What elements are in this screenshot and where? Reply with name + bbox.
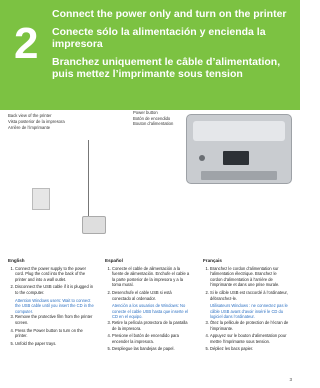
back-view-label-en: Back view of the printer bbox=[8, 113, 52, 118]
english-column bbox=[8, 258, 94, 348]
list-item: 1. Branchez le cordon d’alimentation sur l’alimentation électrique. Branchez le cordon d’alimentation à l’arrière de l’imprimante et dans une prise murale. bbox=[210, 266, 289, 288]
title-english: Connect the power only and turn on the printer bbox=[52, 8, 287, 20]
back-view-labels bbox=[8, 113, 65, 131]
printer-image bbox=[186, 114, 292, 184]
spanish-windows-note: Atención a los usuarios de Windows: No conecte el cable USB hasta que inserte el CD en el equipo. bbox=[112, 303, 189, 320]
title-spanish: Conecte sólo la alimentación y encienda la impresora bbox=[52, 25, 266, 50]
english-heading: English bbox=[8, 258, 25, 263]
page-number: 3 bbox=[289, 377, 292, 382]
french-column bbox=[203, 258, 289, 354]
list-item: 5. Despliegue las bandejas de papel. bbox=[112, 346, 191, 352]
power-label-en: Power button bbox=[133, 110, 158, 115]
power-cord-image bbox=[88, 140, 89, 220]
list-item: 3. Ôtez la pellicule de protection de l’écran de l’imprimante. bbox=[210, 320, 289, 331]
list-item: 3. Remove the protective film from the printer screen. bbox=[15, 314, 94, 325]
list-item: 4. Press the Power button to turn on the printer. bbox=[15, 328, 94, 339]
header-banner bbox=[0, 0, 300, 110]
french-windows-note: Utilisateurs Windows : ne connectez pas le câble USB avant d’avoir inséré le CD du logiciel dans l’ordinateur. bbox=[210, 303, 288, 320]
printer-lid bbox=[193, 121, 285, 141]
french-steps bbox=[203, 266, 289, 352]
title-french: Branchez uniquement le câble d’alimentation, puis mettez l’imprimante sous tension bbox=[52, 55, 281, 80]
list-item: 4. Presione el botón de encendido para encender la impresora. bbox=[112, 333, 191, 344]
power-label-fr: Bouton d’alimentation bbox=[133, 121, 174, 126]
list-item: 2. Desenchufe el cable USB si está conectado al ordenador. bbox=[112, 290, 191, 301]
list-item: 5. Unfold the paper trays. bbox=[15, 341, 94, 347]
list-item: 1. Conecte el cable de alimentación a la fuente de alimentación. Enchufe el cable a la parte posterior de la impresora y a la toma mural. bbox=[112, 266, 191, 288]
power-button-image bbox=[199, 155, 205, 161]
english-steps bbox=[8, 266, 94, 347]
printer-illustration bbox=[0, 110, 300, 258]
printer-display bbox=[223, 151, 249, 165]
spanish-heading: Español bbox=[105, 258, 123, 263]
printer-tray bbox=[201, 171, 277, 180]
list-item: 2. Disconnect the USB cable if it is plugged in to the computer. bbox=[15, 284, 94, 295]
list-item: 2. Si le câble USB est raccordé à l’ordinateur, débranchez-le. bbox=[210, 290, 289, 301]
printer-back-image bbox=[82, 216, 106, 234]
power-label-es: Botón de encendido bbox=[133, 115, 171, 121]
list-item: 1. Connect the power supply to the power cord. Plug the cord into the back of the printer and into a wall outlet. bbox=[15, 266, 94, 283]
power-button-labels bbox=[133, 110, 173, 127]
spanish-column bbox=[105, 258, 191, 354]
wall-outlet-image bbox=[32, 188, 50, 210]
list-item: 5. Dépliez les bacs papier. bbox=[210, 346, 289, 352]
list-item: 4. Appuyez sur le bouton d’alimentation pour mettre l’imprimante sous tension. bbox=[210, 333, 289, 344]
french-heading: Français bbox=[203, 258, 222, 263]
spanish-steps bbox=[105, 266, 191, 352]
step-titles bbox=[52, 8, 294, 86]
back-view-label-es: Vista posterior de la impresora bbox=[8, 119, 65, 124]
step-number: 2 bbox=[14, 19, 39, 68]
back-view-label-fr: Arrière de l’imprimante bbox=[8, 125, 51, 130]
english-windows-note: Attention Windows users: Wait to connect the USB cable until you insert the CD in the computer. bbox=[15, 297, 94, 314]
list-item: 3. Retire la película protectora de la pantalla de la impresora. bbox=[112, 320, 191, 331]
